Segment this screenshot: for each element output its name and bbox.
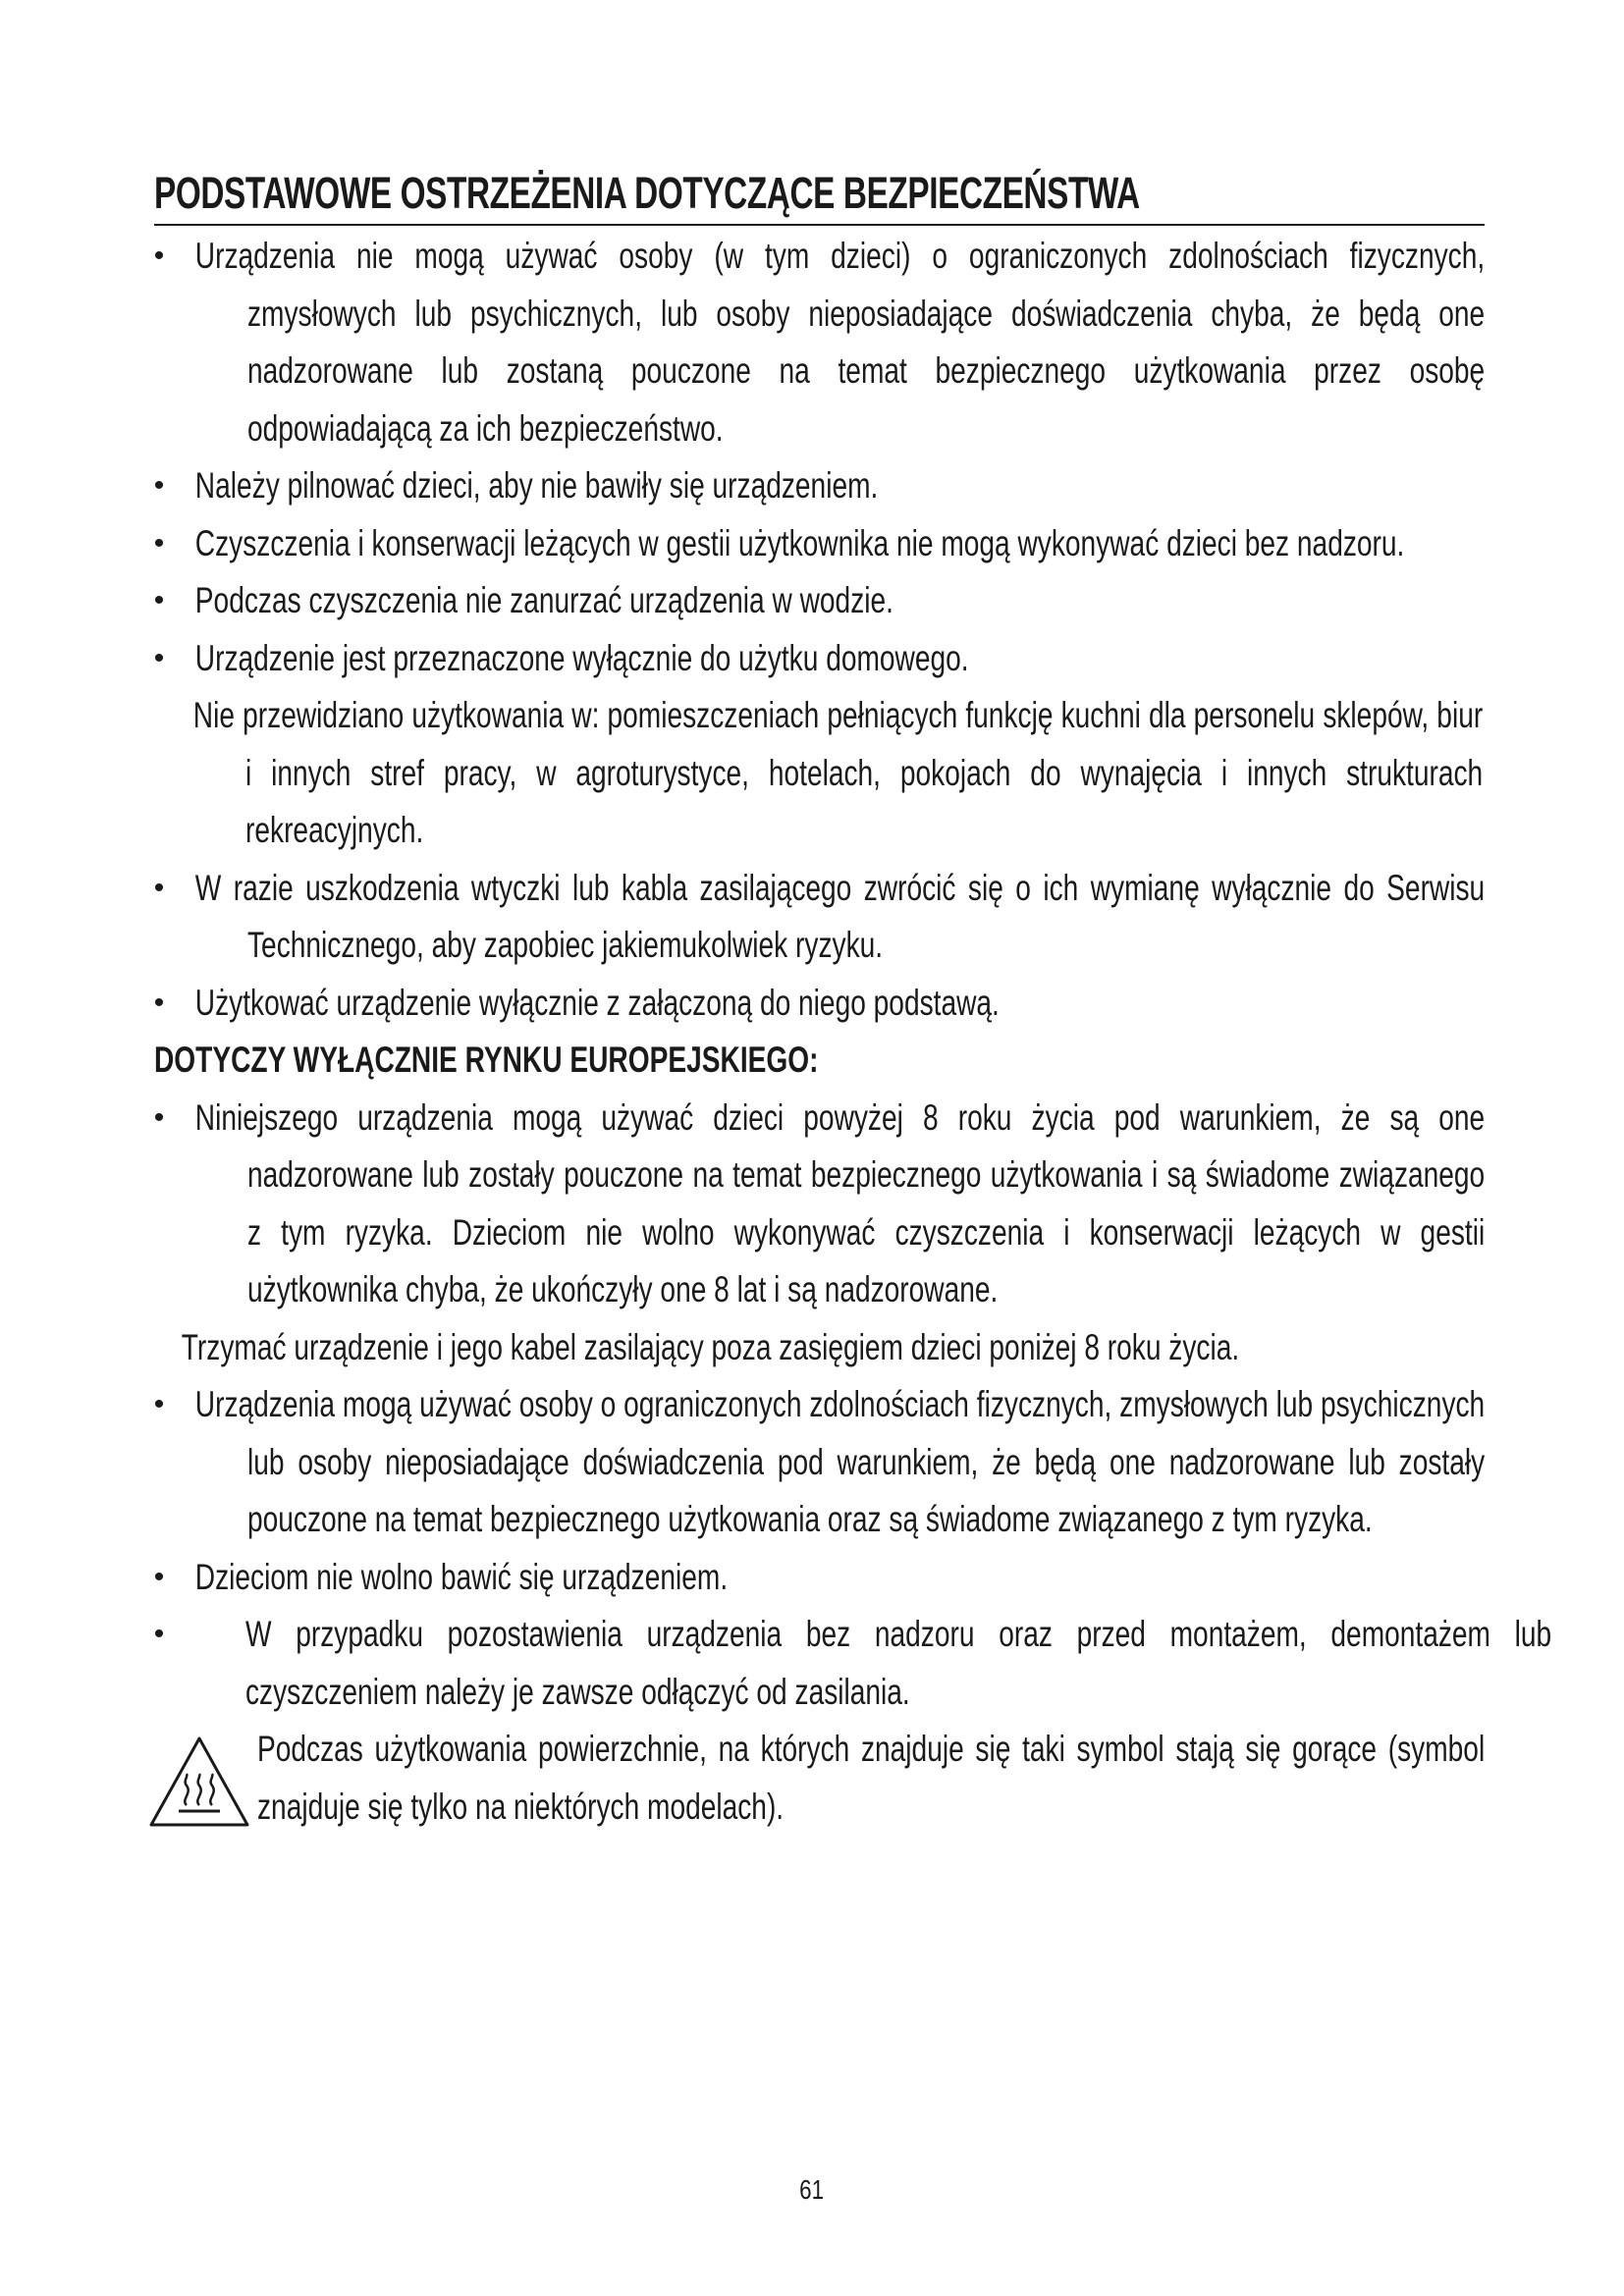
bullet: •	[153, 526, 165, 560]
list-item	[0, 687, 1624, 860]
list-item	[0, 1090, 1624, 1319]
bullet: •	[153, 986, 165, 1019]
section-subheading	[154, 1032, 1624, 1090]
item-text: Urządzenie jest przeznaczone wyłącznie do użytku domowego.	[194, 637, 969, 678]
item-text: Niniejszego urządzenia mogą używać dzieci powyżej 8 roku życia pod warunkiem, że są one nadzorowane lub zostały pouczone na temat bezpiecznego użytkowania i są świadome związanego z tym ryzyka. Dzieciom nie wolno wykonywać czyszczenia i konserwacji leżących w gestii użytkownika chyba, że ukończyły one 8 lat i są nadzorowane.	[194, 1096, 1486, 1309]
bullet: •	[153, 1100, 165, 1134]
bullet: •	[153, 1560, 165, 1593]
bullet: •	[153, 240, 165, 272]
subheading-text: DOTYCZY WYŁĄCZNIE RYNKU EUROPEJSKIEGO:	[154, 1040, 819, 1080]
item-text: Trzymać urządzenie i jego kabel zasilający poza zasięgiem dzieci poniżej 8 roku życia.	[181, 1326, 1240, 1367]
list-item	[0, 1319, 1624, 1377]
bullet: •	[153, 584, 165, 616]
item-text: W razie uszkodzenia wtyczki lub kabla zasilającego zwrócić się o ich wymianę wyłącznie do Serwisu Technicznego, aby zapobiec jakiemukolwiek ryzyku.	[194, 867, 1486, 965]
list-item	[0, 975, 1624, 1033]
list-item	[0, 515, 1624, 573]
list-item	[0, 572, 1624, 630]
bullet: •	[153, 871, 165, 904]
hot-surface-warning	[0, 1721, 1624, 1839]
title-underline	[154, 224, 1485, 226]
page-title: PODSTAWOWE OSTRZEŻENIA DOTYCZĄCE BEZPIECZEŃSTWA	[154, 168, 1140, 218]
page-number	[0, 2174, 1624, 2206]
item-text: Dzieciom nie wolno bawić się urządzeniem.	[194, 1556, 729, 1597]
content-body	[0, 228, 1624, 1839]
bullet: •	[153, 641, 165, 674]
list-item	[0, 1376, 1624, 1549]
item-text: Urządzenia mogą używać osoby o ograniczonych zdolnościach fizycznych, zmysłowych lub psychicznych lub osoby nieposiadające doświadczenia pod warunkiem, że będą one nadzorowane lub zostały pouczone na temat bezpiecznego użytkowania oraz są świadome związanego z tym ryzyka.	[194, 1384, 1486, 1539]
list-item	[0, 228, 1624, 457]
list-item	[0, 1549, 1624, 1607]
item-text: Urządzenia nie mogą używać osoby (w tym dzieci) o ograniczonych zdolnościach fizycznych, zmysłowych lub psychicznych, lub osoby nieposiadające doświadczenia chyba, że będą one nadzorowane lub zostaną pouczone na temat bezpiecznego użytkowania przez osobę odpowiadającą za ich bezpieczeństwo.	[194, 236, 1486, 449]
item-text: W przypadku pozostawienia urządzenia bez nadzoru oraz przed montażem, demontażem lub czyszczeniem należy je zawsze odłączyć od zasilania.	[245, 1614, 1552, 1712]
list-item	[0, 1606, 1624, 1721]
item-text: Podczas czyszczenia nie zanurzać urządzenia w wodzie.	[194, 580, 893, 620]
warning-text: Podczas użytkowania powierzchnie, na których znajduje się taki symbol stają się gorące (symbol znajduje się tylko na niektórych modelach).	[257, 1729, 1486, 1827]
item-text: Użytkować urządzenie wyłącznie z załączoną do niego podstawą.	[194, 982, 1000, 1023]
bullet: •	[153, 1618, 165, 1650]
item-text: Czyszczenia i konserwacji leżących w gestii użytkownika nie mogą wykonywać dzieci bez nadzoru.	[194, 522, 1405, 563]
list-item	[0, 457, 1624, 515]
page-number-text: 61	[799, 2174, 825, 2205]
list-item	[0, 630, 1624, 688]
item-text: Należy pilnować dzieci, aby nie bawiły się urządzeniem.	[194, 465, 879, 506]
bullet: •	[153, 1388, 165, 1420]
item-text: Nie przewidziano użytkowania w: pomieszczeniach pełniących funkcję kuchni dla personelu sklepów, biur i innych stref pracy, w agroturystyce, hotelach, pokojach do wynajęcia i innych strukturach rekreacyjnych.	[192, 695, 1484, 850]
list-item	[0, 860, 1624, 975]
hot-surface-warning-icon	[147, 1735, 251, 1829]
bullet: •	[153, 469, 165, 502]
